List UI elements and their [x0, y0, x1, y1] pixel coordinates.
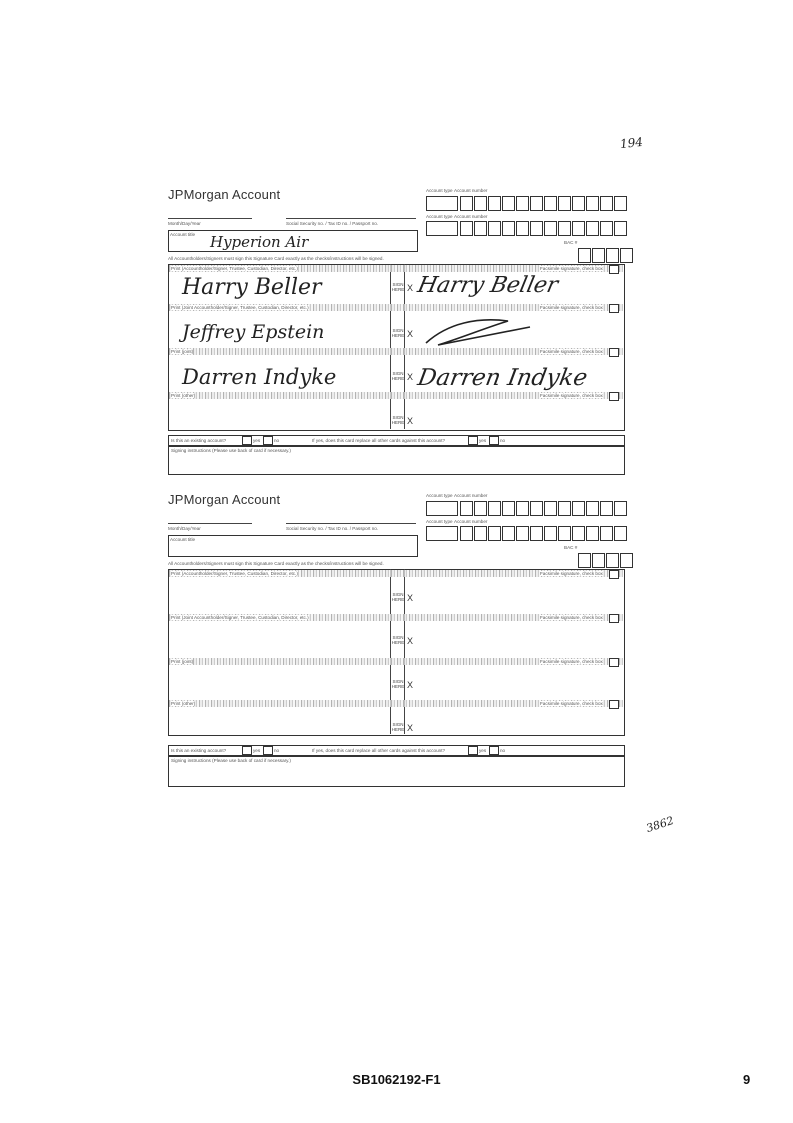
replace-no-checkbox[interactable]: [489, 436, 499, 445]
replace-yes-label: yes: [479, 438, 487, 443]
card-title: JPMorgan Account: [168, 187, 281, 202]
account-number-field-3[interactable]: [460, 501, 627, 516]
facsimile-label-2: Facsimile signature, check box: [540, 305, 603, 310]
existing-account-label: Is this an existing account?: [171, 438, 227, 443]
card-title-2: JPMorgan Account: [168, 492, 281, 507]
facsimile-checkbox-2[interactable]: [609, 304, 619, 313]
print-joint-label: Print (Joint Accountholder/Signer, Trustee, Custodian, Director, etc.): [171, 305, 309, 310]
signing-instructions-label-2: Signing instructions (Please use back of card if necessary.): [171, 758, 291, 763]
signature-3: Darren Indyke: [415, 365, 590, 391]
facsimile-checkbox-1[interactable]: [609, 265, 619, 274]
account-number-label-2: Account number: [454, 214, 488, 219]
handwritten-side-number: 3862: [644, 813, 676, 836]
bac-field[interactable]: [578, 248, 633, 263]
account-type-label-2: Account type: [426, 214, 453, 219]
ssn-label: Social Security no. / Tax ID no. / Passport no.: [286, 221, 379, 226]
existing-no-label-2: no: [274, 748, 280, 753]
printed-name-3: Darren Indyke: [182, 365, 337, 389]
instructions-text-2: All Accountholders/Signers must sign this Signature Card exactly as the checks/instructions will be signed.: [168, 561, 384, 566]
sign-here-label-7: SIGN HERE: [391, 679, 405, 689]
existing-yes-label-2: yes: [253, 748, 261, 753]
sign-x-7: X: [407, 680, 414, 690]
ssn-label-2: Social Security no. / Tax ID no. / Passport no.: [286, 526, 379, 531]
account-type-field-3[interactable]: [426, 501, 458, 516]
signature-card-2: [168, 490, 623, 790]
document-id: SB1062192-F1: [352, 1072, 441, 1087]
existing-yes-checkbox-2[interactable]: [242, 746, 252, 755]
account-title-label: Account title: [170, 232, 196, 237]
facsimile-label-1: Facsimile signature, check box: [540, 266, 603, 271]
replace-no-label-2: no: [500, 748, 506, 753]
replace-no-checkbox-2[interactable]: [489, 746, 499, 755]
account-type-label-3: Account type: [426, 493, 453, 498]
print-other-label: Print (other): [171, 393, 196, 398]
sign-x-5: X: [407, 593, 414, 603]
account-title-field-2[interactable]: [168, 535, 418, 557]
bac-label: BAC #: [564, 240, 578, 245]
sign-x-8: X: [407, 723, 414, 733]
sign-x-1: X: [407, 283, 414, 293]
sign-here-label-4: SIGN HERE: [391, 415, 405, 425]
existing-account-label-2: Is this an existing account?: [171, 748, 227, 753]
existing-no-label: no: [274, 438, 280, 443]
existing-yes-label: yes: [253, 438, 261, 443]
sign-here-label-2: SIGN HERE: [391, 328, 405, 338]
sign-x-4: X: [407, 416, 414, 426]
sign-here-label-1: SIGN HERE: [391, 282, 405, 292]
replace-cards-label-2: If yes, does this card replace all other cards against this account?: [312, 748, 446, 753]
facsimile-checkbox-8[interactable]: [609, 700, 619, 709]
printed-name-1: Harry Beller: [182, 275, 322, 300]
account-number-field-4[interactable]: [460, 526, 627, 541]
account-type-field-4[interactable]: [426, 526, 458, 541]
existing-no-checkbox[interactable]: [263, 436, 273, 445]
instructions-text: All Accountholders/Signers must sign this Signature Card exactly as the checks/instructions will be signed.: [168, 256, 384, 261]
date-label-2: Month/Day/Year: [168, 526, 201, 531]
account-type-field[interactable]: [426, 196, 458, 211]
replace-cards-label: If yes, does this card replace all other cards against this account?: [312, 438, 446, 443]
print-other-label-2: Print (other): [171, 701, 196, 706]
bac-field-2[interactable]: [578, 553, 633, 568]
account-number-field-2[interactable]: [460, 221, 627, 236]
account-type-field-2[interactable]: [426, 221, 458, 236]
facsimile-label-7: Facsimile signature, check box: [540, 659, 603, 664]
replace-no-label: no: [500, 438, 506, 443]
account-title-label-2: Account title: [170, 537, 196, 542]
sign-here-label-3: SIGN HERE: [391, 371, 405, 381]
signature-2-scribble: [418, 313, 538, 354]
account-number-label-3: Account number: [454, 493, 488, 498]
sign-here-label-6: SIGN HERE: [391, 635, 405, 645]
sign-x-6: X: [407, 636, 414, 646]
facsimile-label-5: Facsimile signature, check box: [540, 571, 603, 576]
facsimile-checkbox-5[interactable]: [609, 570, 619, 579]
account-type-label: Account type: [426, 188, 453, 193]
sign-x-2: X: [407, 329, 414, 339]
account-number-label: Account number: [454, 188, 488, 193]
bac-label-2: BAC #: [564, 545, 578, 550]
account-number-label-4: Account number: [454, 519, 488, 524]
sign-here-label-8: SIGN HERE: [391, 722, 405, 732]
sign-x-3: X: [407, 372, 414, 382]
handwritten-page-number: 194: [619, 134, 644, 152]
account-type-label-4: Account type: [426, 519, 453, 524]
page-number: 9: [743, 1072, 751, 1087]
account-title-value: Hyperion Air: [210, 233, 309, 251]
facsimile-checkbox-4[interactable]: [609, 392, 619, 401]
facsimile-label-3: Facsimile signature, check box: [540, 349, 603, 354]
sign-here-label-5: SIGN HERE: [391, 592, 405, 602]
account-number-field[interactable]: [460, 196, 627, 211]
replace-yes-checkbox[interactable]: [468, 436, 478, 445]
facsimile-checkbox-7[interactable]: [609, 658, 619, 667]
facsimile-label-4: Facsimile signature, check box: [540, 393, 603, 398]
print-joint-label-2: Print (Joint Accountholder/Signer, Trustee, Custodian, Director, etc.): [171, 615, 309, 620]
signature-1: Harry Beller: [415, 273, 561, 298]
existing-yes-checkbox[interactable]: [242, 436, 252, 445]
printed-name-2: Jeffrey Epstein: [182, 321, 325, 343]
date-label: Month/Day/Year: [168, 221, 201, 226]
print-primary-label: Print (Accountholder/Signer, Trustee, Custodian, Director, etc.): [171, 266, 298, 271]
print-joint-1-label-2: Print (joint): [171, 659, 194, 664]
existing-no-checkbox-2[interactable]: [263, 746, 273, 755]
facsimile-label-8: Facsimile signature, check box: [540, 701, 603, 706]
facsimile-checkbox-3[interactable]: [609, 348, 619, 357]
replace-yes-checkbox-2[interactable]: [468, 746, 478, 755]
replace-yes-label-2: yes: [479, 748, 487, 753]
print-primary-label-2: Print (Accountholder/Signer, Trustee, Custodian, Director, etc.): [171, 571, 298, 576]
signature-card-1: [168, 185, 623, 475]
signing-instructions-label: Signing instructions (Please use back of card if necessary.): [171, 448, 291, 453]
facsimile-label-6: Facsimile signature, check box: [540, 615, 603, 620]
facsimile-checkbox-6[interactable]: [609, 614, 619, 623]
print-joint-1-label: Print (joint): [171, 349, 194, 354]
